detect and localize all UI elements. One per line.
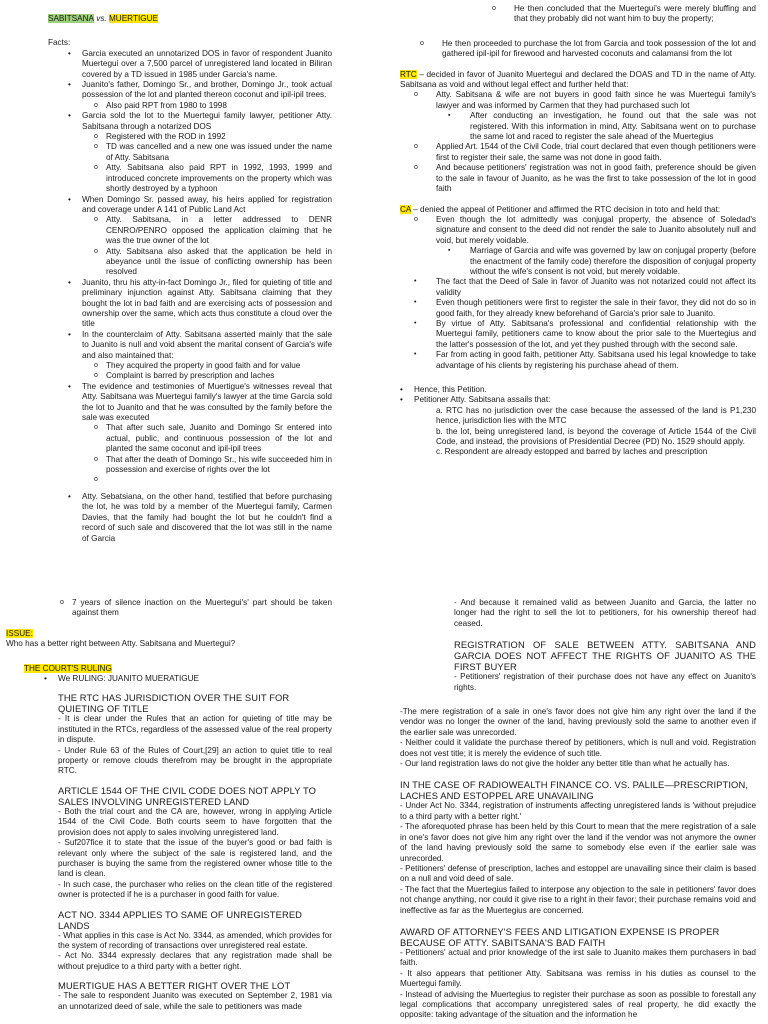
list-item: o He then proceeded to purchase the lot from Garcia and took possession of the lot and gathered ipil-ipil for firewood and harvested coconuts and calamansi from the lot [420,38,756,59]
list-item: • Petitioner Atty. Sabitsana assails that: [400,395,551,405]
heading: MUERTIGUE HAS A BETTER RIGHT OVER THE LOT [58,980,291,992]
list-item: • We RULING: JUANITO MUERATIGUE [44,674,200,684]
list-item: o Also paid RPT from 1980 to 1998 [94,100,227,110]
ca-paragraph: CA – denied the appeal of Petitioner and affirmed the RTC decision in toto and held that: [400,204,721,214]
list-item: • The fact that the Deed of Sale in favor of Juanito was not notarized could not affect its validity [414,277,756,297]
right-column-top [400,4,756,458]
issue-text: Who has a better right between Atty. Sabitsana and Muertegui? [6,639,236,649]
list-item: o Atty. Sabitsana also asked that the application be held in abeyance until the issue of conflicting ownership has been resolved [94,246,332,277]
list-item: • The evidence and testimonies of Muertigue's witnesses reveal that Atty. Sabitsana was Muertegui family's lawyer at the time Garcia sold the lot to Juanito and that he was consulted by the family before the sale was executed o That after such sale, Juanito and Domingo Sr entered into actual, public, and continuous possession of the lot and planted the same coconut and ipil-ipil trees o That after the death of Domingo Sr., his wife succeeded him in possession and exercise of rights over the lot o [82,382,332,486]
list-item: o Even though the lot admittedly was conjugal property, the absence of Soledad's signature and consent to the deed did not render the sale to Juanito absolutely null and void, but merely voidable. ▪ Marriage of Garcia and wife was governed by law on conjugal property (before the enactment of the family code) therefore the disposition of conjugal property without the wife's consent is not void, but merely voidable. [414,214,756,276]
facts-list [68,48,332,544]
list-item: • Garcia sold the lot to the Muertegui family lawyer, petitioner Atty. Sabitsana through a notarized DOS o Registered with the ROD in 1992 o TD was cancelled and a new one was issued under the name of Atty. Sabitsana o Atty. Sabitsana also paid RPT in 1992, 1993, 1999 and introduced concrete improvements on the property which was shortly destroyed by a typhoon [68,111,332,194]
list-item: • Juanito's father, Domingo Sr., and brother, Domingo Jr., took actual possession of the lot and planted thereon coconut and ipil-ipil trees. o Also paid RPT from 1980 to 1998 [68,80,332,110]
issue-label: ISSUE: [6,628,33,638]
heading: ACT NO. 3344 APPLIES TO SAME OF UNREGISTERED LANDS [58,908,303,931]
list-item: • Hence, this Petition. [400,385,487,394]
facts-label: Facts: [48,38,71,48]
list-item: o Complaint is barred by prescription and laches [94,371,275,381]
list-item: o He then concluded that the Muertegui's were merely bluffing and that they probably did not want him to buy the property; [492,4,756,24]
list-item: o Applied Art. 1544 of the Civil Code, trial court declared that even though petitioners were first to register their sale, the same was not done in good faith. [414,142,756,162]
list-item: o TD was cancelled and a new one was issued under the name of Atty. Sabitsana [94,142,332,162]
title-petitioner: SABITSANA [48,14,94,23]
left-column-top [48,14,332,544]
list-item: o 7 years of silence inaction on the Muertegui's' part should be taken against them [60,598,332,618]
petition-point-c: c. Respondent are already estopped and barred by laches and prescription [436,447,708,457]
petition-point-b: b. the lot, being unregistered land, is beyond the coverage of Article 1544 of the Civil Code, and instead, the provisions of Presidential Decree (PD) No. 1529 should apply. [436,426,756,447]
list-item: ▪ Marriage of Garcia and wife was governed by law on conjugal property (before the enactment of the family code) therefore the disposition of conjugal property without the wife's consent is not void, but merely voidable. [448,246,756,276]
heading: THE RTC HAS JURISDICTION OVER THE SUIT FOR QUIETING OF TITLE [58,692,290,715]
list-item: • Garcia executed an unnotarized DOS in favor of respondent Juanito Muertegui over a 7,500 parcel of unregistered land located in Biliran covered by a TD issued in 1985 under Garcia's name. [68,48,332,79]
list-item: • Juanito, thru his atty-in-fact Domingo Jr., filed for quieting of title and preliminary injunction against Atty. Sabitsana claiming that they bought the lot in bad faith and are exercising acts of possession and ownership over the same, which acts thus constitute a cloud over the title [68,277,332,329]
title-respondent: MUERTIGUE [108,14,158,23]
list-item: o Atty. Sabitsana also paid RPT in 1992, 1993, 1999 and introduced concrete improvements on the property which was shortly destroyed by a typhoon [94,163,332,194]
rtc-label: RTC [400,69,417,79]
list-item: o Atty. Sabitsana & wife are not buyers in good faith since he was Muertegui family's lawyer and was informed by Carmen that they had purchased such lot ▪ After conducting an investigation, he found out that the sale was not registered. With this information in mind, Atty. Sabitsana went on to purchase the same lot and raced to register the sale ahead of the Muertegius [414,90,756,142]
list-item: • By virtue of Atty. Sabitsana's professional and confidential relationship with the Muertegui family, petitioners came to know about the prior sale to the Muertegius and the latter's possession of the lot, and yet they pushed through with the second sale. [414,318,756,349]
ruling-label: THE COURT'S RULING [24,663,112,673]
ca-label: CA [400,204,411,214]
list-item: o And because petitioners' registration was not in good faith, preference should be given to the sale in favour of Juanito, as he was the first to take possession of the lot in good faith [414,163,756,194]
list-item: o That after such sale, Juanito and Domingo Sr entered into actual, public, and continuous possession of the lot and planted the same coconut and ipil-ipil trees [94,423,332,454]
heading: REGISTRATION OF SALE BETWEEN ATTY. SABITSANA AND GARCIA DOES NOT AFFECT THE RIGHTS OF JUANITO AS THE FIRST BUYER [454,639,756,673]
petition-point-a: a. RTC has no jurisdiction over the case because the assessed of the land is P1,230 hence, jurisdiction lies with the MTC [436,405,756,426]
list-item: • Even though petitioners were first to register the sale in their favor, they did not do so in good faith, for they already knew beforehand of Garcia's prior sale to Juanito. [414,298,756,318]
list-item: o Atty. Sabitsana, in a letter addressed to DENR CENRO/PENRO opposed the application claiming that he was the true owner of the lot [94,215,332,246]
right-column-bottom: - And because it remained valid as between Juanito and Garcia, the latter no longer had the right to sell the lot to petitioners, for his ownership thereof had ceased. REGISTRATION OF SALE BETWEEN ATTY. SABITSANA AND GARCIA DOES NOT AFFECT THE RIGHTS OF JUANITO AS THE FIRST BUYER - Petitioners' registration of their purchase does not have any effect on Juanito's rights. -The mere registration of a sale in one's favor does not give him any right over the land if the vendor was no longer the owner of the land, having previously sold the same to another even if the earlier sale was unrecorded. - Neither could it validate the purchase thereof by petitioners, which is null and void. Registration does not vest title; it is merely the evidence of such title. - Our land registration laws do not give the holder any better title than what he actually has. IN THE CASE OF RADIOWEALTH FINANCE CO. VS. PALILE—PRESCRIPTION, LACHES AND ESTOPPEL ARE UNAVAILING - Under Act No. 3344, registration of instruments affecting unregistered lands is 'without prejudice to a third party with a better right.' - The aforequoted phrase has been held by this Court to mean that the mere registration of a sale in one's favor does not give him any right over the land if the vendor was not anymore the owner of the land having previously sold the same to somebody else even if the earlier sale was unrecorded. - Petitioners' defense of prescription, laches and estoppel are unavailing since their claim is based on a null and void deed of sale. - The fact that the Muertegius failed to interpose any objection to the sale in petitioners' favor does not change anything, nor could it give rise to a right in their favor; their purchase remains void and ineffective as far as the Muertegius are concerned. AWARD OF ATTORNEY'S FEES AND LITIGATION EXPENSE IS PROPER BECAUSE OF ATTY. SABITSANA'S BAD FAITH - Petitioners' actual and prior knowledge of the irst sale to Juanito makes them purchasers in bad faith. - It also appears that petitioner Atty. Sabitsana was remiss in his duties as counsel to the Muertegui family. - Instead of advising the Muertegius to register their purchase as soon as possible to forestall any legal complications that accompany unregistered sales of real property, he did exactly the opposite: taking advantage of the situation and the information he [400,598,756,1020]
list-item: ▪ After conducting an investigation, he found out that the sale was not registered. With this information in mind, Atty. Sabitsana went on to purchase the same lot and raced to register the sale ahead of the Muertegius [448,111,756,142]
heading: ARTICLE 1544 OF THE CIVIL CODE DOES NOT APPLY TO SALES INVOLVING UNREGISTERED LAND [58,784,317,807]
heading: AWARD OF ATTORNEY'S FEES AND LITIGATION EXPENSE IS PROPER BECAUSE OF ATTY. SABITSANA'S BAD FAITH [400,925,720,948]
list-item: • In the counterclaim of Atty. Sabitsana asserted mainly that the sale to Juanito is null and void absent the marital consent of Garcia's wife and also maintained that: o They acquired the property in good faith and for value o Complaint is barred by prescription and laches [68,329,332,381]
rtc-paragraph: RTC – decided in favor of Juanito Muertegui and declared the DOAS and TD in the name of Atty. Sabitsana as void and without legal effect and further held that: [400,69,756,90]
list-item: o They acquired the property in good faith and for value [94,361,301,370]
list-item: o [94,476,98,484]
left-column-bottom [6,598,332,1012]
ruling-body: THE RTC HAS JURISDICTION OVER THE SUIT FOR QUIETING OF TITLE - It is clear under the Rules that an action for quieting of title may be instituted in the RTCs, regardless of the assessed value of the real property in dispute. - Under Rule 63 of the Rules of Court,[29] an action to quiet title to real property or remove clouds therefrom may be brought in the appropriate RTC. ARTICLE 1544 OF THE CIVIL CODE DOES NOT APPLY TO SALES INVOLVING UNREGISTERED LAND - Both the trial court and the CA are, however, wrong in applying Article 1544 of the Civil Code. Both courts seem to have forgotten that the provision does not apply to sales involving unregistered land. - Suf207fice it to state that the issue of the buyer's good or bad faith is relevant only where the subject of the sale is registered land, and the purchaser is buying the same from the registered owner whose title to the land is clean. - In such case, the purchaser who relies on the clean title of the registered owner is protected if he is a purchaser in good faith for value. ACT NO. 3344 APPLIES TO SAME OF UNREGISTERED LANDS - What applies in this case is Act No. 3344, as amended, which provides for the system of recording of transactions over unregistered real estate. - Act No. 3344 expressly declares that any registration made shall be without prejudice to a third party with a better right. MUERTIGUE HAS A BETTER RIGHT OVER THE LOT - The sale to respondent Juanito was executed on September 2, 1981 via an unnotarized deed of sale, while the sale to petitioners was made [58,692,332,1011]
list-item: o Registered with the ROD in 1992 [94,132,226,142]
list-item: • Atty. Sebatsiana, on the other hand, testified that before purchasing the lot, he was told by a member of the Muertegui family, Carmen Davies, that the family had bought the lot but he couldn't find a record of such sale and discovered that the lot was still in the name of Garcia [68,491,332,543]
title-vs: vs. [93,14,109,23]
list-item: • Far from acting in good faith, petitioner Atty. Sabitsana used his legal knowledge to take advantage of his clients by registering his purchase ahead of them. [414,350,756,370]
list-item: o That after the death of Domingo Sr., his wife succeeded him in possession and exercise of rights over the lot [94,454,332,475]
list-item: • When Domingo Sr. passed away, his heirs applied for registration and coverage under A 141 of Public Land Act o Atty. Sabitsana, in a letter addressed to DENR CENRO/PENRO opposed the application claiming that he was the true owner of the lot o Atty. Sabitsana also asked that the application be held in abeyance until the issue of conflicting ownership has been resolved [68,194,332,277]
heading: IN THE CASE OF RADIOWEALTH FINANCE CO. VS. PALILE—PRESCRIPTION, LACHES AND ESTOPPEL ARE UNAVAILING [400,779,749,802]
case-title [48,14,332,24]
